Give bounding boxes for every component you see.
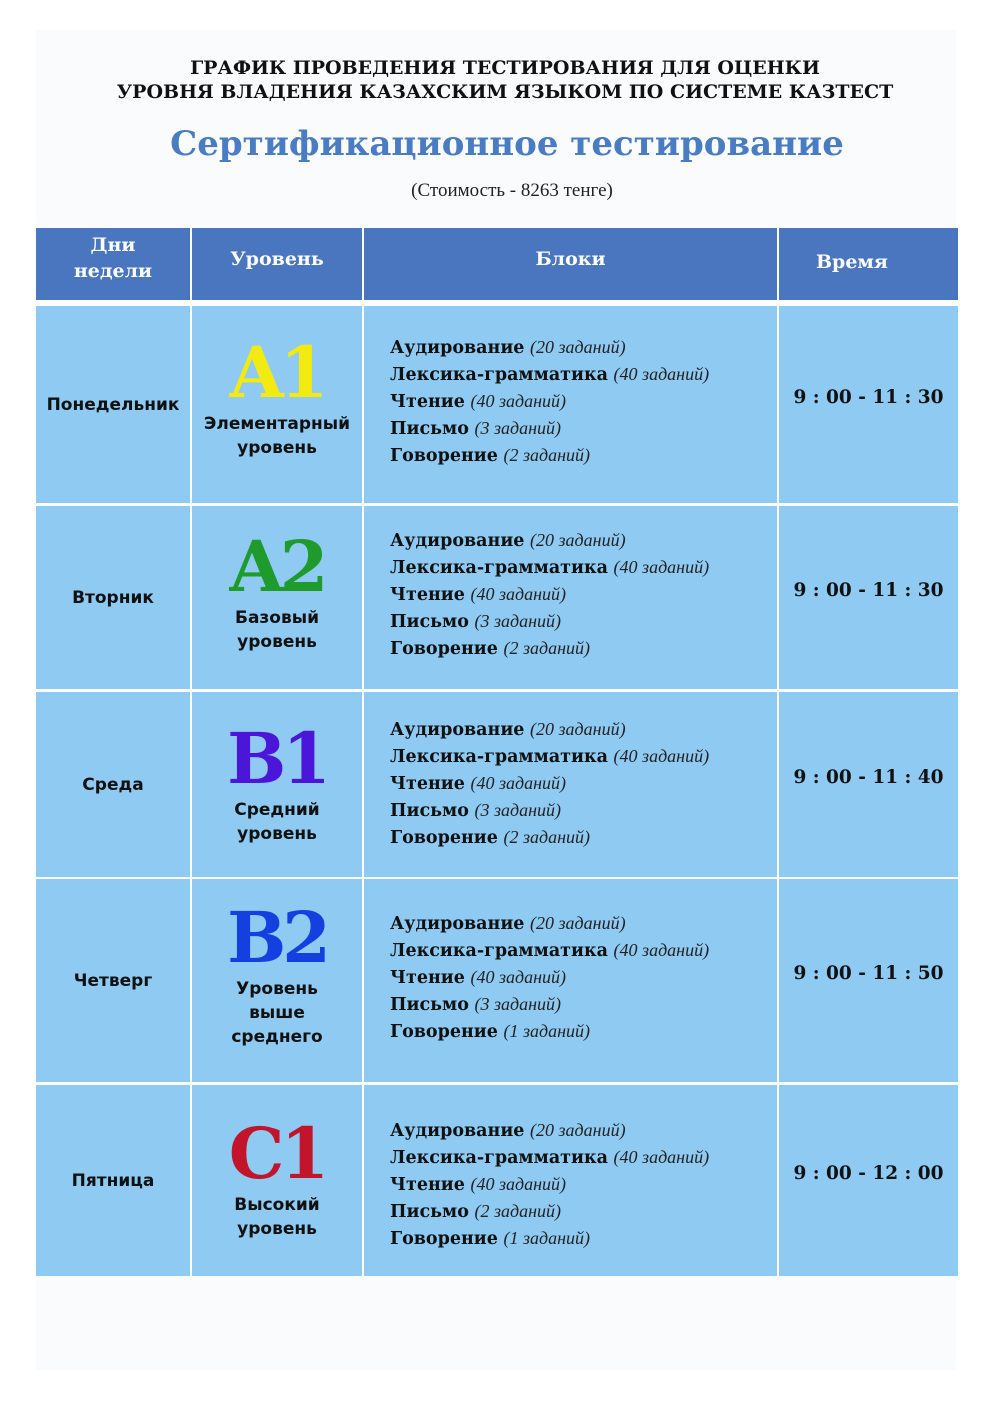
block-task-count: (20 заданий) xyxy=(530,1120,626,1140)
block-item xyxy=(390,1144,777,1171)
time-cell xyxy=(779,692,958,877)
level-name-line: уровень xyxy=(237,1219,317,1239)
day-name: Четверг xyxy=(73,970,153,991)
level-name-line: Средний xyxy=(234,800,320,820)
block-item xyxy=(390,554,777,581)
block-task-count: (40 заданий) xyxy=(613,557,710,577)
time-cell xyxy=(779,1085,958,1276)
block-item xyxy=(390,824,777,851)
block-name: Письмо xyxy=(390,995,469,1015)
level-name-line: уровень xyxy=(237,438,317,458)
block-task-count: (1 заданий) xyxy=(503,1228,591,1248)
day-name: Пятница xyxy=(71,1170,155,1191)
block-item xyxy=(390,361,777,388)
block-task-count: (40 заданий) xyxy=(470,584,567,604)
block-name: Письмо xyxy=(390,801,469,821)
header-blocks-label: Блоки xyxy=(535,248,606,270)
block-item xyxy=(390,716,777,743)
day-cell xyxy=(36,1085,190,1276)
block-name: Аудирование xyxy=(390,338,525,358)
level-cell xyxy=(192,506,362,689)
time-range: 9 : 00 - 11 : 40 xyxy=(793,767,944,788)
time-range: 9 : 00 - 11 : 30 xyxy=(793,387,944,408)
blocks-cell xyxy=(364,506,777,689)
block-item xyxy=(390,1171,777,1198)
day-name: Среда xyxy=(82,774,144,795)
time-range: 9 : 00 - 11 : 30 xyxy=(793,580,944,601)
block-item xyxy=(390,442,777,469)
header-days xyxy=(36,228,190,300)
block-name: Лексика-грамматика xyxy=(390,1148,608,1168)
block-name: Чтение xyxy=(390,585,465,605)
block-name: Говорение xyxy=(390,639,498,659)
block-item xyxy=(390,581,777,608)
block-item xyxy=(390,1198,777,1225)
block-task-count: (20 заданий) xyxy=(530,913,626,933)
time-cell xyxy=(779,506,958,689)
level-code: A2 xyxy=(229,525,325,608)
blocks-cell xyxy=(364,879,777,1082)
block-task-count: (40 заданий) xyxy=(613,940,710,960)
block-task-count: (40 заданий) xyxy=(613,746,710,766)
blocks-cell xyxy=(364,1085,777,1276)
block-name: Говорение xyxy=(390,1229,498,1249)
block-item xyxy=(390,910,777,937)
day-name: Вторник xyxy=(72,587,154,608)
block-item xyxy=(390,991,777,1018)
level-name-line: выше xyxy=(249,1003,305,1023)
header-time xyxy=(779,228,958,300)
block-item xyxy=(390,964,777,991)
block-task-count: (3 заданий) xyxy=(474,611,562,631)
level-cell xyxy=(192,306,362,503)
level-name-line: Базовый xyxy=(234,608,320,628)
title-line-1: ГРАФИК ПРОВЕДЕНИЯ ТЕСТИРОВАНИЯ ДЛЯ ОЦЕНКИ xyxy=(190,57,820,79)
schedule-table xyxy=(36,228,958,1276)
block-task-count: (20 заданий) xyxy=(530,530,626,550)
day-cell xyxy=(36,692,190,877)
level-code: B2 xyxy=(227,896,327,979)
day-cell xyxy=(36,506,190,689)
level-name-line: Элементарный xyxy=(203,414,351,434)
block-task-count: (40 заданий) xyxy=(470,391,567,411)
cost-note: (Стоимость - 8263 тенге) xyxy=(411,180,613,201)
block-name: Лексика-грамматика xyxy=(390,747,608,767)
block-task-count: (2 заданий) xyxy=(503,638,591,658)
block-task-count: (3 заданий) xyxy=(474,418,562,438)
header-days-line-1: Дни xyxy=(90,234,136,256)
block-item xyxy=(390,743,777,770)
block-name: Чтение xyxy=(390,774,465,794)
block-name: Чтение xyxy=(390,968,465,988)
level-code: A1 xyxy=(229,331,325,414)
block-task-count: (2 заданий) xyxy=(503,445,591,465)
level-cell xyxy=(192,879,362,1082)
block-item xyxy=(390,1018,777,1045)
block-name: Аудирование xyxy=(390,914,525,934)
block-item xyxy=(390,937,777,964)
block-task-count: (20 заданий) xyxy=(530,337,626,357)
day-cell xyxy=(36,306,190,503)
title-line-2: УРОВНЯ ВЛАДЕНИЯ КАЗАХСКИМ ЯЗЫКОМ ПО СИСТЕМЕ КАЗТЕСТ xyxy=(116,81,894,103)
level-name-line: уровень xyxy=(237,632,317,652)
header-blocks xyxy=(364,228,777,300)
level-cell xyxy=(192,1085,362,1276)
level-code: C1 xyxy=(228,1112,326,1195)
block-item xyxy=(390,334,777,361)
level-name-line: среднего xyxy=(231,1027,323,1047)
block-name: Говорение xyxy=(390,828,498,848)
block-name: Лексика-грамматика xyxy=(390,365,608,385)
level-name-line: Высокий xyxy=(234,1195,320,1215)
blocks-cell xyxy=(364,692,777,877)
day-cell xyxy=(36,879,190,1082)
block-name: Письмо xyxy=(390,612,469,632)
time-cell xyxy=(779,306,958,503)
block-name: Чтение xyxy=(390,1175,465,1195)
block-name: Аудирование xyxy=(390,720,525,740)
block-item xyxy=(390,770,777,797)
block-name: Письмо xyxy=(390,419,469,439)
time-range: 9 : 00 - 12 : 00 xyxy=(793,1163,944,1184)
document-title xyxy=(0,56,992,104)
block-task-count: (3 заданий) xyxy=(474,994,562,1014)
block-name: Лексика-грамматика xyxy=(390,558,608,578)
block-task-count: (40 заданий) xyxy=(470,773,567,793)
block-task-count: (40 заданий) xyxy=(470,967,567,987)
block-name: Чтение xyxy=(390,392,465,412)
time-cell xyxy=(779,879,958,1082)
block-item xyxy=(390,1117,777,1144)
block-name: Письмо xyxy=(390,1202,469,1222)
block-name: Говорение xyxy=(390,446,498,466)
header-level-label: Уровень xyxy=(230,248,324,270)
level-code: B1 xyxy=(227,717,327,800)
block-item xyxy=(390,388,777,415)
block-item xyxy=(390,415,777,442)
block-item xyxy=(390,527,777,554)
block-item xyxy=(390,1225,777,1252)
block-task-count: (20 заданий) xyxy=(530,719,626,739)
time-range: 9 : 00 - 11 : 50 xyxy=(793,963,944,984)
header-level xyxy=(192,228,362,300)
block-name: Лексика-грамматика xyxy=(390,941,608,961)
header-days-line-2: недели xyxy=(73,260,153,282)
block-name: Говорение xyxy=(390,1022,498,1042)
block-task-count: (3 заданий) xyxy=(474,800,562,820)
day-name: Понедельник xyxy=(46,394,180,415)
block-item xyxy=(390,608,777,635)
level-cell xyxy=(192,692,362,877)
block-task-count: (40 заданий) xyxy=(470,1174,567,1194)
block-item xyxy=(390,797,777,824)
block-task-count: (1 заданий) xyxy=(503,1021,591,1041)
document-subtitle: Сертификационное тестирование xyxy=(170,124,844,164)
block-task-count: (2 заданий) xyxy=(503,827,591,847)
block-task-count: (40 заданий) xyxy=(613,1147,710,1167)
block-name: Аудирование xyxy=(390,531,525,551)
block-item xyxy=(390,635,777,662)
level-name-line: Уровень xyxy=(236,979,318,999)
block-task-count: (2 заданий) xyxy=(474,1201,562,1221)
header-time-label: Время xyxy=(816,251,888,273)
level-name-line: уровень xyxy=(237,824,317,844)
block-name: Аудирование xyxy=(390,1121,525,1141)
blocks-cell xyxy=(364,306,777,503)
block-task-count: (40 заданий) xyxy=(613,364,710,384)
